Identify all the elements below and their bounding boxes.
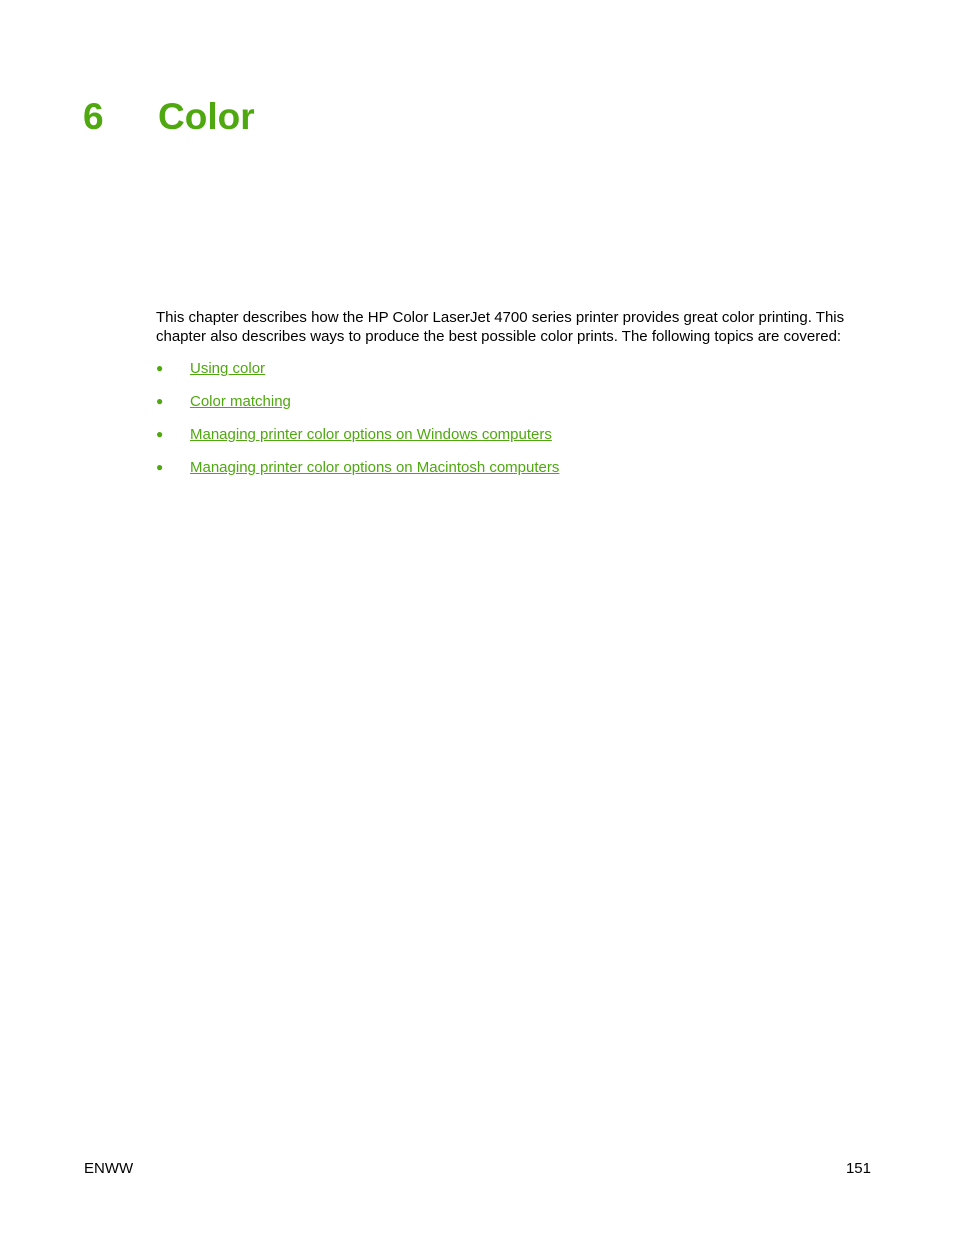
page-number: 151 [845, 1160, 871, 1177]
topic-list [156, 359, 856, 491]
list-item [156, 425, 856, 458]
footer-label: ENWW [84, 1160, 134, 1177]
intro-paragraph: This chapter describes how the HP Color LaserJet 4700 series printer provides great color printing. This chapter also describes ways to produce the best possible color prints. The following topics are covered: [156, 309, 845, 345]
chapter-heading [83, 94, 255, 140]
topic-link-windows-options[interactable]: Managing printer color options on Windows computers [190, 426, 552, 443]
chapter-number: 6 [83, 96, 104, 137]
list-item [156, 392, 856, 425]
list-item [156, 359, 856, 392]
bullet-icon: ● [156, 394, 164, 408]
bullet-icon: ● [156, 361, 164, 375]
bullet-icon: ● [156, 427, 164, 441]
list-item [156, 458, 856, 491]
bullet-icon: ● [156, 460, 164, 474]
topic-link-color-matching[interactable]: Color matching [190, 393, 291, 410]
topic-link-macintosh-options[interactable]: Managing printer color options on Macintosh computers [190, 459, 560, 476]
chapter-title: Color [158, 96, 255, 137]
topic-link-using-color[interactable]: Using color [190, 360, 266, 377]
